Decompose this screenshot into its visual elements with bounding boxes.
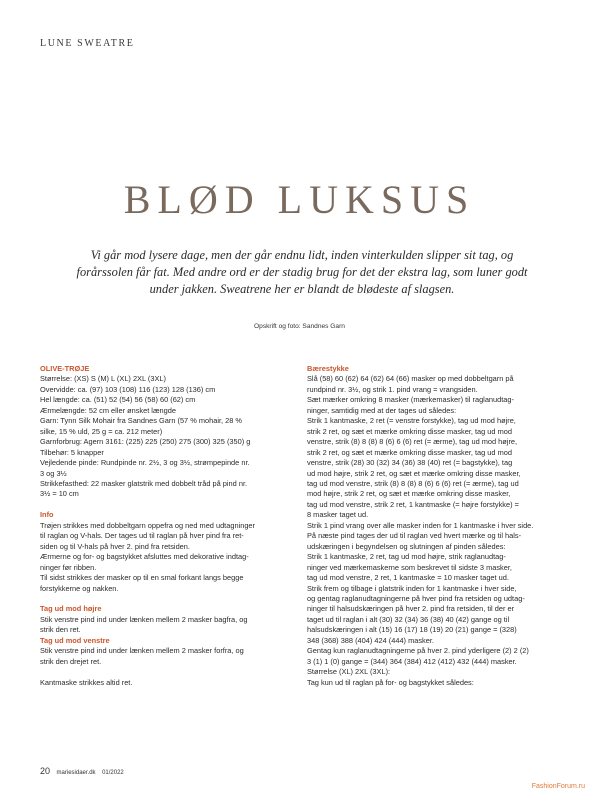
text-line: 3½ = 10 cm xyxy=(40,489,79,499)
column-spacer xyxy=(40,500,290,510)
text-line: mod højre, strik 2 ret, og sæt et mærke omkring disse masker, xyxy=(307,489,511,499)
text-line: og gentag raglanudtagningerne på hver pind fra retsiden og udtag- xyxy=(307,593,525,603)
text-line: 3 (1) 1 (0) gange = (344) 364 (384) 412 (412) 432 (444) masker. xyxy=(307,656,517,666)
section-heading: Tag ud mod højre xyxy=(40,604,102,614)
text-line: rundpind nr. 3½, og strik 1. pind vrang = vrangsiden. xyxy=(307,384,478,394)
text-line: Strik 1 kantmaske, 2 ret, tag ud mod højre, strik raglanudtag- xyxy=(307,552,506,562)
pattern-column-left xyxy=(40,364,290,688)
column-spacer xyxy=(40,667,290,677)
text-line: Hel længde: ca. (51) 52 (54) 56 (58) 60 (62) cm xyxy=(40,395,196,405)
section-heading: Tag ud mod venstre xyxy=(40,635,110,645)
section-kicker: LUNE SWEATRE xyxy=(40,38,135,49)
text-line: udskæringen i begyndelsen og slutningen af pinden således: xyxy=(307,541,506,551)
text-line: Tag kun ud til raglan på for- og bagstykket således: xyxy=(307,677,474,687)
text-line: halsudskæringen i alt (15) 16 (17) 18 (19) 20 (21) gange = (328) xyxy=(307,625,517,635)
section-heading: OLIVE-TRØJE xyxy=(40,364,90,373)
text-line: På næste pind tages der ud til raglan ved hvert mærke og til hals- xyxy=(307,531,522,541)
text-line: Gentag kun raglanudtagningerne på hver 2. pind yderligere (2) 2 (2) xyxy=(307,646,529,656)
text-line: Strik 1 pind vrang over alle masker inden for 1 kantmaske i hver side. xyxy=(307,520,534,530)
text-line: silke, 15 % uld, 25 g = ca. 212 meter) xyxy=(40,426,163,436)
text-line: Ærmelængde: 52 cm eller ønsket længde xyxy=(40,405,176,415)
footer-issue: 01/2022 xyxy=(102,770,124,776)
text-line: ud mod højre, strik 2 ret, og sæt et mærke omkring disse masker, xyxy=(307,468,521,478)
watermark: FashionForum.ru xyxy=(531,783,585,790)
text-line: strik 2 ret, og sæt et mærke omkring disse masker, tag ud mod xyxy=(307,447,512,457)
text-line: til raglan og V-hals. Der tages ud til raglan på hver pind fra ret- xyxy=(40,531,244,541)
text-line: taget ud til raglan i alt (30) 32 (34) 36 (38) 40 (42) gange og til xyxy=(307,614,510,624)
pattern-column-right xyxy=(307,364,561,688)
text-line: Slå (58) 60 (62) 64 (62) 64 (66) masker op med dobbeltgarn på xyxy=(307,374,514,384)
text-line: Tilbehør: 5 knapper xyxy=(40,447,104,457)
text-line: Garn: Tynn Silk Mohair fra Sandnes Garn (57 % mohair, 28 % xyxy=(40,416,242,426)
text-line: Vejledende pinde: Rundpinde nr. 2½, 3 og 3½, strømpepinde nr. xyxy=(40,458,250,468)
text-line: strik 2 ret, og sæt et mærke omkring disse masker, tag ud mod xyxy=(307,426,512,436)
text-line: tag ud mod venstre, strik 2 ret, 1 kantmaske (= højre forstykke) = xyxy=(307,499,519,509)
text-line: 3 og 3½ xyxy=(40,468,67,478)
text-line: strik den drejet ret. xyxy=(40,656,102,666)
text-line: venstre, strik (8) 8 (8) 8 (6) 6 (6) ret (= ærme), tag ud mod højre, xyxy=(307,437,518,447)
column-spacer xyxy=(40,594,290,604)
text-line: Stik venstre pind ind under lænken mellem 2 masker forfra, og xyxy=(40,646,244,656)
text-line: 348 (368) 388 (404) 424 (444) masker. xyxy=(307,635,434,645)
photo-credit: Opskrift og foto: Sandnes Garn xyxy=(254,323,345,330)
text-line: siden og til V-hals på hver 2. pind fra retsiden. xyxy=(40,541,190,551)
text-line: 8 masker taget ud. xyxy=(307,510,369,520)
text-line: ninger før ribben. xyxy=(40,562,97,572)
text-line: Trøjen strikkes med dobbeltgarn oppefra og ned med udtagninger xyxy=(40,520,256,530)
text-line: tag ud mod venstre, 2 ret, 1 kantmaske = 10 masker taget ud. xyxy=(307,573,509,583)
section-heading: Info xyxy=(40,510,54,520)
text-line: forstykkerne og nakken. xyxy=(40,583,119,593)
text-line: Overvidde: ca. (97) 103 (108) 116 (123) 128 (136) cm xyxy=(40,384,216,394)
page-footer xyxy=(40,766,124,776)
article-title: BLØD LUKSUS xyxy=(123,177,476,222)
text-line: Stik venstre pind ind under lænken mellem 2 masker bagfra, og xyxy=(40,614,248,624)
text-line: Garnforbrug: Agern 3161: (225) 225 (250) 275 (300) 325 (350) g xyxy=(40,437,251,447)
text-line: Strik 1 kantmaske, 2 ret (= venstre forstykke), tag ud mod højre, xyxy=(307,416,516,426)
article-intro: Vi går mod lysere dage, men der går endnu lidt, inden vinterkulden slipper sit tag, og forårssolen får fat. Med andre ord er der stadig brug for det der ekstra lag, som luner godt under jakken. Sweatrene her er blandt de blødeste af slagsen. xyxy=(76,248,528,296)
footer-site: mariesidaer.dk xyxy=(56,770,96,776)
text-line: tag ud mod venstre, strik (8) 8 (8) 8 (6) 6 (6) ret (= ærme), tag ud xyxy=(307,478,519,488)
text-line: ninger ved mærkemaskerne som beskrevet til sidste 3 masker, xyxy=(307,562,512,572)
text-line: Størrelse (XL) 2XL (3XL): xyxy=(307,667,391,677)
text-line: venstre, strik (28) 30 (32) 34 (36) 38 (40) ret (= bagstykke), tag xyxy=(307,458,513,468)
text-line: Kantmaske strikkes altid ret. xyxy=(40,677,133,687)
text-line: strik den ret. xyxy=(40,625,81,635)
text-line: ninger, samtidig med at der tages ud således: xyxy=(307,405,457,415)
text-line: Strikkefasthed: 22 masker glatstrik med dobbelt tråd på pind nr. xyxy=(40,478,248,488)
page-number: 20 xyxy=(40,766,51,776)
text-line: Til sidst strikkes der masker op til en smal forkant langs begge xyxy=(40,573,244,583)
text-line: Sæt mærker omkring 8 masker (mærkemasker) til raglanudtag- xyxy=(307,395,514,405)
text-line: Ærmerne og for- og bagstykket afsluttes med dekorative indtag- xyxy=(40,552,249,562)
section-heading: Bærestykke xyxy=(307,364,349,373)
text-line: ninger til halsudskæringen på hver 2. pind fra retsiden, til der er xyxy=(307,604,515,614)
text-line: Strik frem og tilbage i glatstrik inden for 1 kantmaske i hver side, xyxy=(307,583,517,593)
text-line: Størrelse: (XS) S (M) L (XL) 2XL (3XL) xyxy=(40,374,166,384)
